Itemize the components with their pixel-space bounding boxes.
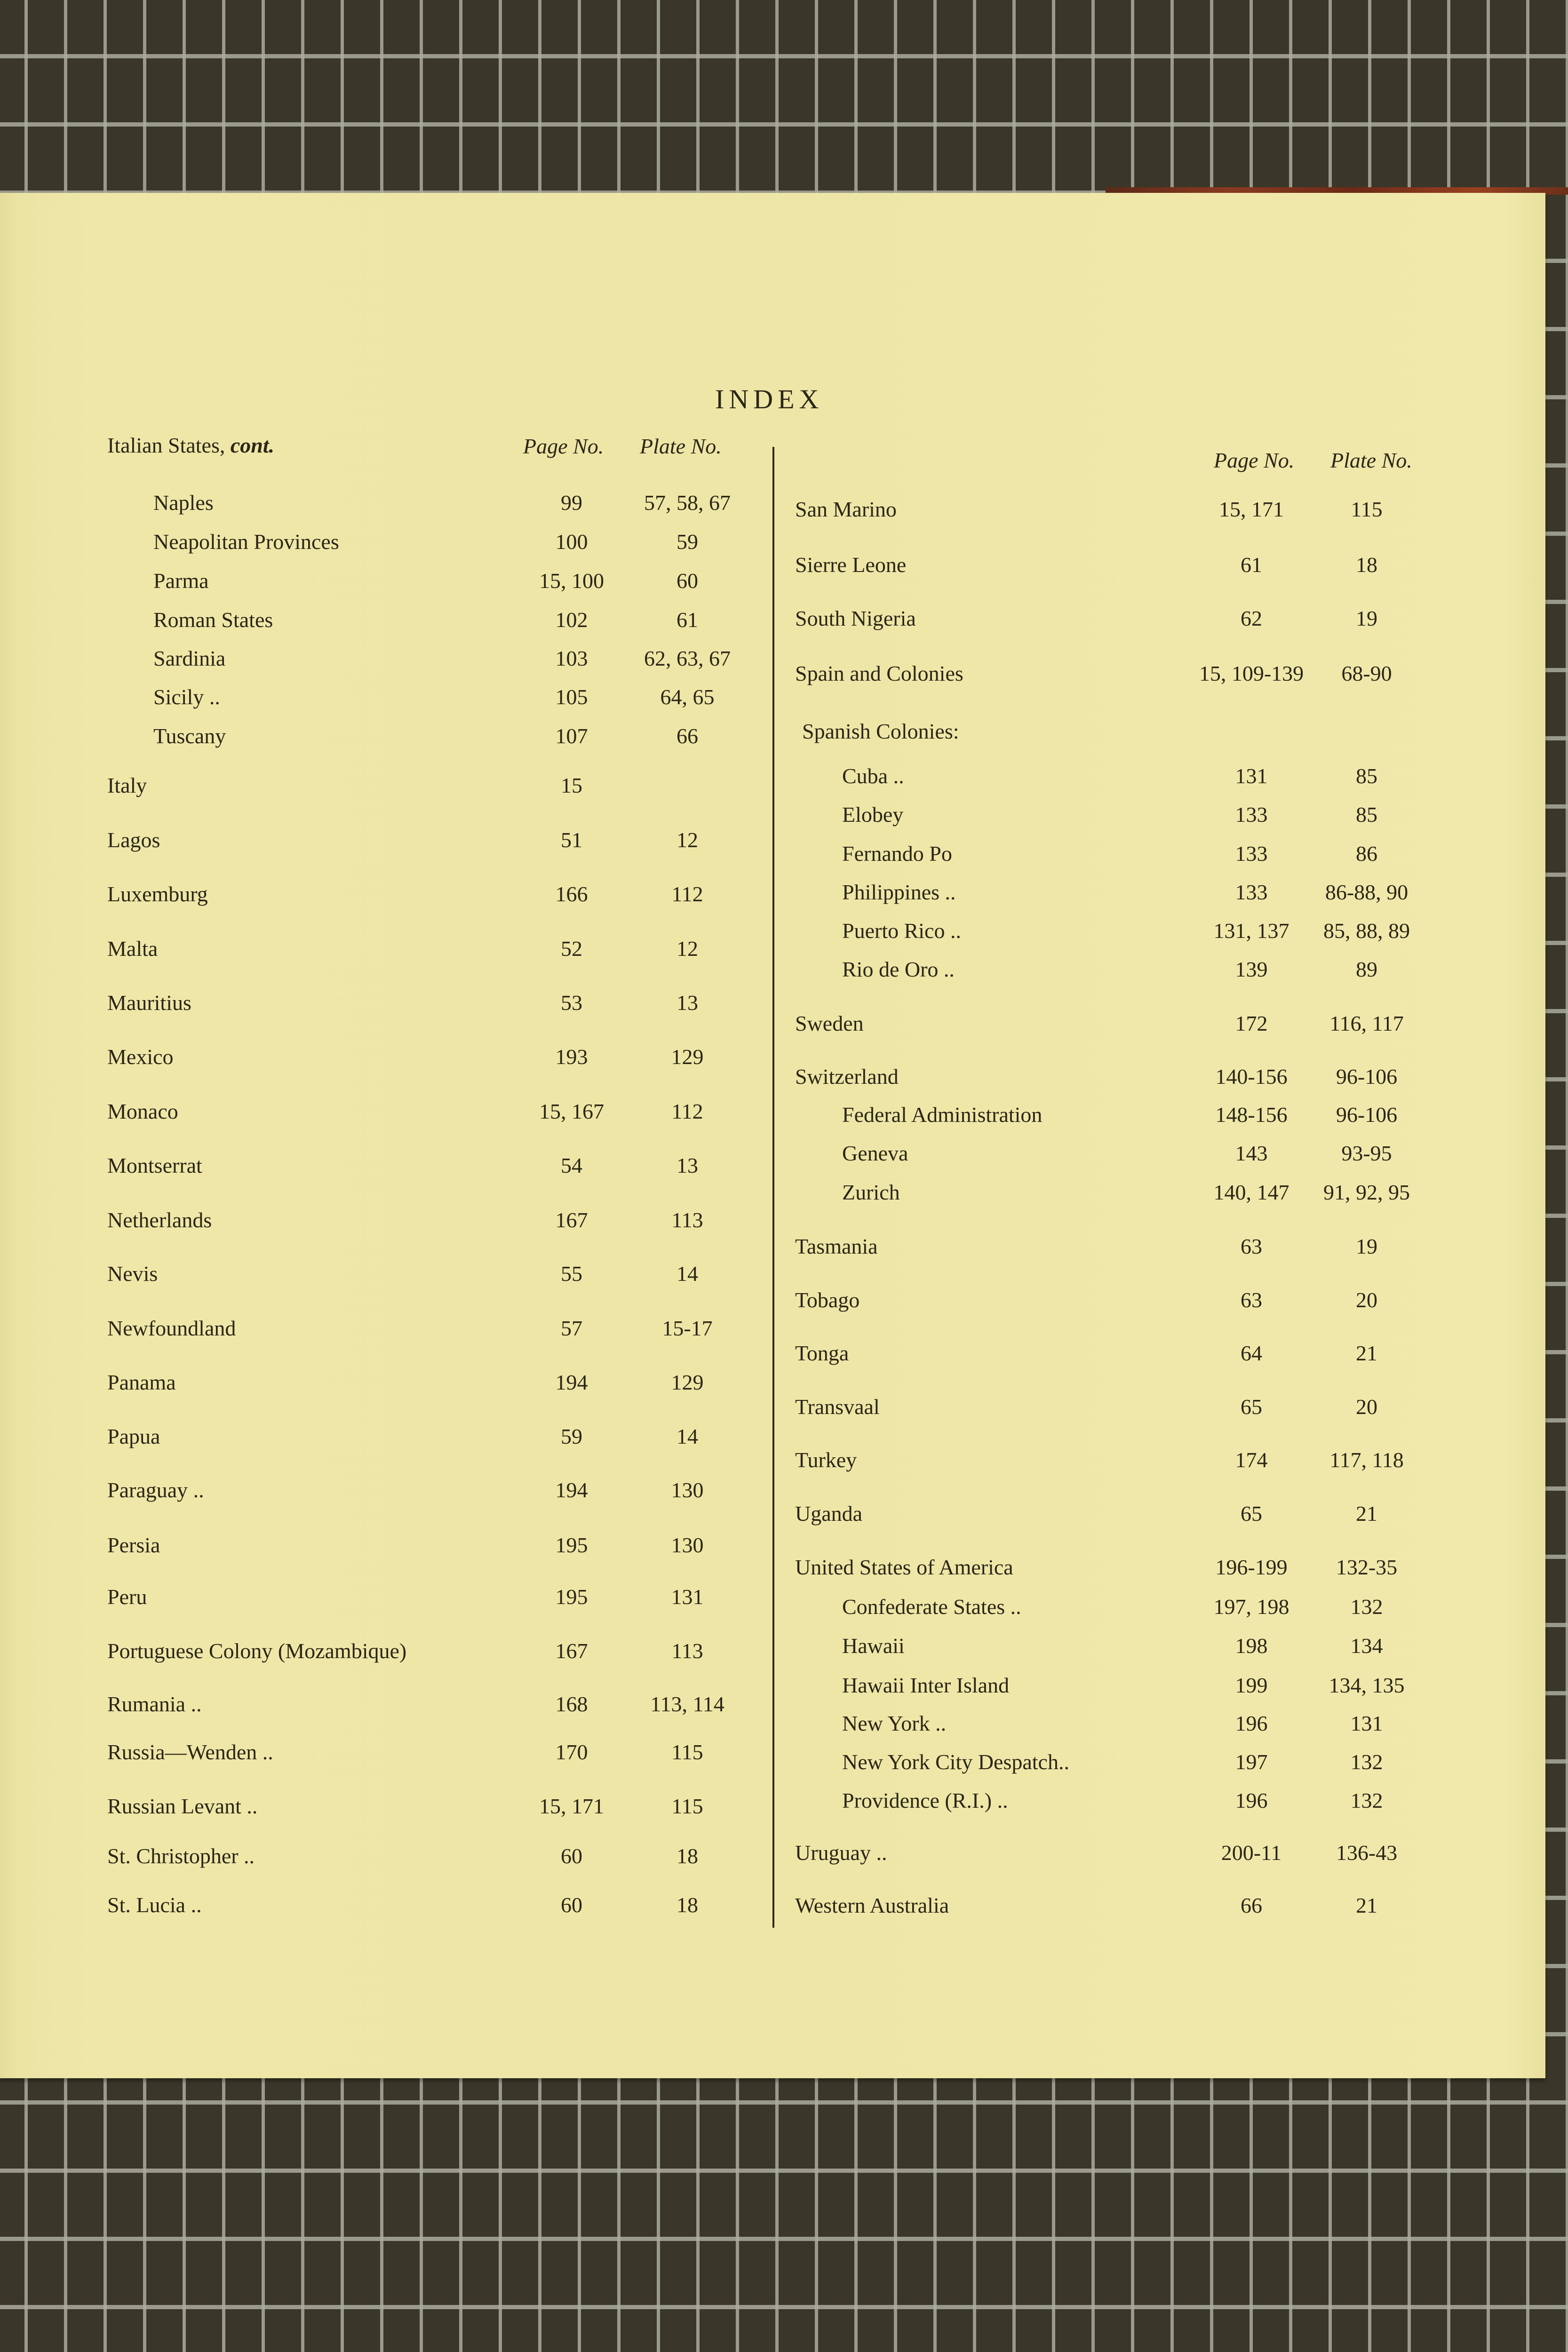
entry-page-number: 15, 109-139 [1199, 661, 1304, 685]
entry-page-number: 133 [1235, 803, 1268, 826]
entry-page-number: 65 [1241, 1502, 1262, 1526]
left-section-cont: cont. [230, 433, 275, 457]
entry-page-number: 65 [1241, 1395, 1262, 1419]
entry-name: New York .. [842, 1711, 947, 1735]
page-title: INDEX [715, 384, 824, 414]
entry-page-number: 57 [561, 1316, 582, 1340]
entry-name: Spain and Colonies [795, 661, 963, 685]
entry-plate-number: 19 [1356, 606, 1377, 630]
right-page-header: Page No. [1214, 448, 1295, 472]
entry-page-number: 197 [1235, 1750, 1268, 1774]
entry-page-number: 64 [1241, 1341, 1262, 1365]
entry-page-number: 167 [555, 1639, 588, 1663]
entry-page-number: 195 [555, 1585, 588, 1609]
entry-plate-number: 115 [1351, 497, 1383, 521]
entry-page-number: 63 [1241, 1288, 1262, 1312]
entry-page-number: 133 [1235, 880, 1268, 904]
entry-plate-number: 60 [677, 569, 698, 593]
entry-plate-number: 86 [1356, 842, 1377, 866]
entry-page-number: 140, 147 [1213, 1180, 1289, 1204]
entry-name: New York City Despatch.. [842, 1750, 1069, 1774]
entry-page-number: 200-11 [1221, 1841, 1282, 1865]
entry-name: Sicily .. [153, 685, 220, 709]
entry-page-number: 53 [561, 991, 582, 1015]
entry-name: Switzerland [795, 1065, 899, 1089]
entry-name: Rumania .. [107, 1692, 202, 1716]
entry-plate-number: 12 [677, 828, 698, 852]
entry-plate-number: 86-88, 90 [1325, 880, 1409, 904]
entry-plate-number: 85 [1356, 803, 1377, 826]
entry-page-number: 55 [561, 1262, 582, 1286]
entry-plate-number: 113, 114 [650, 1692, 724, 1716]
entry-plate-number: 64, 65 [660, 685, 715, 709]
entry-page-number: 193 [555, 1045, 588, 1069]
entry-name: Transvaal [795, 1395, 880, 1419]
left-page-header: Page No. [523, 434, 604, 458]
entry-name: Uruguay .. [795, 1841, 887, 1865]
entry-name: Hawaii Inter Island [842, 1673, 1010, 1697]
entry-page-number: 194 [555, 1478, 588, 1502]
entry-name: Fernando Po [842, 842, 952, 866]
entry-name: South Nigeria [795, 606, 916, 630]
entry-name: Luxemburg [107, 882, 208, 906]
entry-page-number: 51 [561, 828, 582, 852]
left-section-title: Italian States, [107, 433, 225, 457]
entry-name: Hawaii [842, 1634, 905, 1658]
right-plate-header: Plate No. [1330, 448, 1412, 472]
entry-plate-number: 20 [1356, 1288, 1377, 1312]
entry-plate-number: 131 [1350, 1711, 1383, 1735]
entry-name: San Marino [795, 497, 897, 521]
entry-page-number: 197, 198 [1213, 1595, 1289, 1619]
entry-plate-number: 91, 92, 95 [1323, 1180, 1410, 1204]
entry-plate-number: 96-106 [1336, 1103, 1398, 1127]
entry-name: Naples [153, 491, 214, 515]
entry-plate-number: 134, 135 [1329, 1673, 1405, 1697]
entry-plate-number: 13 [677, 991, 698, 1015]
entry-name: Elobey [842, 803, 904, 826]
entry-plate-number: 62, 63, 67 [644, 646, 731, 670]
entry-page-number: 105 [555, 685, 588, 709]
entry-plate-number: 113 [671, 1208, 703, 1232]
entry-page-number: 60 [561, 1893, 582, 1917]
entry-plate-number: 12 [677, 937, 698, 961]
entry-page-number: 59 [561, 1424, 582, 1448]
entry-name: Lagos [107, 828, 160, 852]
entry-page-number: 99 [561, 491, 582, 515]
entry-name: Peru [107, 1585, 147, 1609]
entry-plate-number: 132 [1350, 1788, 1383, 1812]
entry-name: Geneva [842, 1141, 908, 1165]
entry-plate-number: 13 [677, 1153, 698, 1177]
entry-name: Sardinia [153, 646, 226, 670]
entry-page-number: 131, 137 [1213, 919, 1289, 943]
entry-plate-number: 132-35 [1336, 1555, 1398, 1579]
entry-name: Parma [153, 569, 209, 593]
entry-name: Monaco [107, 1099, 178, 1123]
entry-plate-number: 96-106 [1336, 1065, 1398, 1089]
entry-name: Tuscany [153, 724, 226, 748]
entry-page-number: 198 [1235, 1634, 1268, 1658]
entry-name: Paraguay .. [107, 1478, 204, 1502]
entry-name: Zurich [842, 1180, 900, 1204]
entry-page-number: 199 [1235, 1673, 1268, 1697]
entry-name: St. Lucia .. [107, 1893, 202, 1917]
entry-plate-number: 85 [1356, 764, 1377, 788]
entry-name: Sweden [795, 1011, 864, 1035]
entry-name: Russian Levant .. [107, 1794, 258, 1818]
entry-name: Uganda [795, 1502, 863, 1526]
entry-page-number: 107 [555, 724, 588, 748]
entry-plate-number: 19 [1356, 1234, 1377, 1258]
entry-page-number: 168 [555, 1692, 588, 1716]
entry-name: Sierre Leone [795, 553, 907, 577]
entry-page-number: 195 [555, 1533, 588, 1557]
entry-plate-number: 21 [1356, 1341, 1377, 1365]
entry-plate-number: 21 [1356, 1502, 1377, 1526]
entry-page-number: 62 [1241, 606, 1262, 630]
entry-name: Portuguese Colony (Mozambique) [107, 1639, 407, 1663]
entry-page-number: 103 [555, 646, 588, 670]
entry-plate-number: 93-95 [1341, 1141, 1392, 1165]
entry-name: Turkey [795, 1448, 857, 1472]
entry-name: Papua [107, 1424, 160, 1448]
entry-plate-number: 57, 58, 67 [644, 491, 731, 515]
entry-plate-number: 20 [1356, 1395, 1377, 1419]
entry-page-number: 102 [555, 608, 588, 632]
entry-page-number: 15, 171 [539, 1794, 604, 1818]
entry-page-number: 66 [1241, 1893, 1262, 1917]
entry-name: Tasmania [795, 1234, 878, 1258]
entry-plate-number: 131 [671, 1585, 704, 1609]
entry-name: Panama [107, 1370, 176, 1394]
entry-name: Malta [107, 937, 158, 961]
entry-plate-number: 115 [671, 1740, 703, 1764]
entry-plate-number: 116, 117 [1329, 1011, 1404, 1035]
entry-plate-number: 134 [1350, 1634, 1383, 1658]
entry-page-number: 15, 167 [539, 1099, 604, 1123]
entry-page-number: 194 [555, 1370, 588, 1394]
entry-name: United States of America [795, 1555, 1013, 1579]
entry-plate-number: 132 [1350, 1595, 1383, 1619]
entry-plate-number: 18 [677, 1844, 698, 1868]
entry-name: Cuba .. [842, 764, 904, 788]
entry-plate-number: 130 [671, 1533, 704, 1557]
entry-page-number: 15, 171 [1219, 497, 1284, 521]
entry-page-number: 15, 100 [539, 569, 604, 593]
entry-plate-number: 112 [671, 1099, 703, 1123]
entry-name: Neapolitan Provinces [153, 530, 339, 554]
entry-name: Tonga [795, 1341, 849, 1365]
column-divider [772, 447, 774, 1928]
entry-page-number: 52 [561, 937, 582, 961]
entry-name: Netherlands [107, 1208, 212, 1232]
entry-name: Montserrat [107, 1153, 202, 1177]
entry-plate-number: 14 [677, 1262, 698, 1286]
entry-page-number: 139 [1235, 957, 1268, 981]
entry-name: Russia—Wenden .. [107, 1740, 273, 1764]
entry-plate-number: 115 [671, 1794, 703, 1818]
spanish-colonies-label: Spanish Colonies: [802, 719, 959, 743]
entry-plate-number: 21 [1356, 1893, 1377, 1917]
entry-plate-number: 117, 118 [1329, 1448, 1404, 1472]
entry-plate-number: 18 [677, 1893, 698, 1917]
entry-plate-number: 136-43 [1336, 1841, 1398, 1865]
entry-plate-number: 129 [671, 1045, 704, 1069]
entry-name: Mexico [107, 1045, 174, 1069]
entry-name: Nevis [107, 1262, 158, 1286]
entry-plate-number: 130 [671, 1478, 704, 1502]
entry-plate-number: 59 [677, 530, 698, 554]
entry-name: Tobago [795, 1288, 860, 1312]
entry-page-number: 167 [555, 1208, 588, 1232]
entry-name: Rio de Oro .. [842, 957, 955, 981]
entry-name: Providence (R.I.) .. [842, 1788, 1008, 1812]
entry-plate-number: 66 [677, 724, 698, 748]
entry-plate-number: 68-90 [1341, 661, 1392, 685]
entry-name: Persia [107, 1533, 160, 1557]
entry-plate-number: 15-17 [662, 1316, 713, 1340]
left-section-heading [107, 433, 274, 458]
entry-name: Newfoundland [107, 1316, 236, 1340]
entry-name: Federal Administration [842, 1103, 1043, 1127]
entry-page-number: 174 [1235, 1448, 1268, 1472]
entry-page-number: 166 [555, 882, 588, 906]
entry-name: St. Christopher .. [107, 1844, 255, 1868]
entry-page-number: 54 [561, 1153, 582, 1177]
entry-page-number: 196 [1235, 1711, 1268, 1735]
entry-page-number: 15 [561, 773, 582, 797]
entry-page-number: 133 [1235, 842, 1268, 866]
entry-page-number: 196 [1235, 1788, 1268, 1812]
entry-page-number: 60 [561, 1844, 582, 1868]
entry-name: Philippines .. [842, 880, 956, 904]
book-page [0, 193, 1545, 2078]
entry-plate-number: 89 [1356, 957, 1377, 981]
left-plate-header: Plate No. [640, 434, 722, 458]
entry-name: Mauritius [107, 991, 191, 1015]
entry-name: Roman States [153, 608, 273, 632]
entry-page-number: 100 [555, 530, 588, 554]
entry-page-number: 148-156 [1215, 1103, 1288, 1127]
entry-page-number: 63 [1241, 1234, 1262, 1258]
entry-name: Italy [107, 773, 147, 797]
entry-page-number: 61 [1241, 553, 1262, 577]
entry-page-number: 131 [1235, 764, 1268, 788]
entry-plate-number: 18 [1356, 553, 1377, 577]
entry-plate-number: 85, 88, 89 [1323, 919, 1410, 943]
entry-page-number: 143 [1235, 1141, 1268, 1165]
entry-page-number: 172 [1235, 1011, 1268, 1035]
entry-page-number: 140-156 [1215, 1065, 1288, 1089]
entry-plate-number: 113 [671, 1639, 703, 1663]
entry-plate-number: 61 [677, 608, 698, 632]
entry-plate-number: 129 [671, 1370, 704, 1394]
entry-plate-number: 112 [671, 882, 703, 906]
entry-plate-number: 14 [677, 1424, 698, 1448]
entry-page-number: 196-199 [1215, 1555, 1288, 1579]
entry-name: Confederate States .. [842, 1595, 1021, 1619]
entry-plate-number: 132 [1350, 1750, 1383, 1774]
entry-name: Puerto Rico .. [842, 919, 961, 943]
entry-name: Western Australia [795, 1893, 949, 1917]
entry-page-number: 170 [555, 1740, 588, 1764]
